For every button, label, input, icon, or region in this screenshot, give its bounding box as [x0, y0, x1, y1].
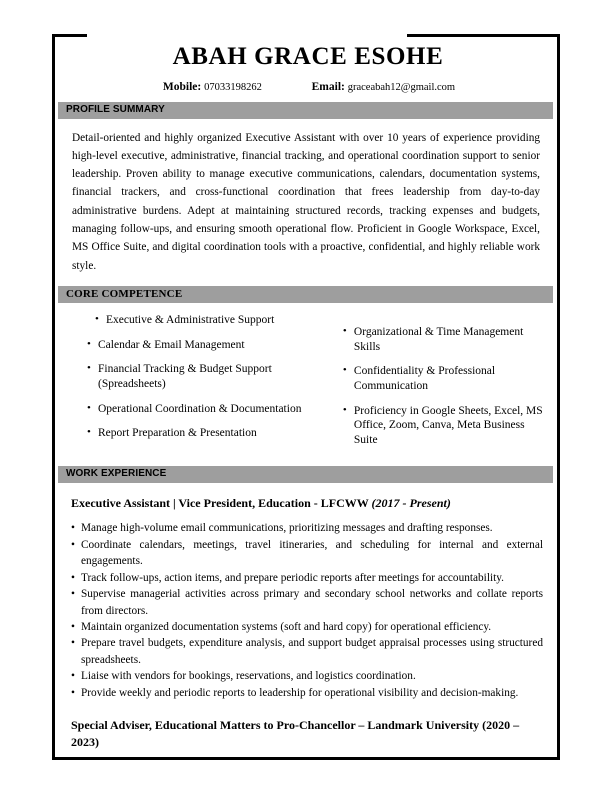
top-rule-left-segment [55, 34, 87, 37]
section-title-profile-summary: PROFILE SUMMARY [66, 104, 165, 115]
resume-page-frame [52, 34, 560, 760]
email-value: graceabah12@gmail.com [347, 81, 456, 93]
core-competence-body [55, 303, 557, 466]
mobile-value: 07033198262 [204, 81, 262, 93]
competence-item: • Confidentiality & Professional Communication [343, 364, 547, 393]
section-title-core-competence: CORE COMPETENCE [66, 287, 183, 300]
job-bullet: • Manage high-volume email communications, prioritizing messages and drafting responses. [71, 520, 543, 536]
email-label: Email: [311, 80, 345, 93]
competence-item: • Operational Coordination & Documentation [87, 402, 335, 417]
work-experience-body [55, 483, 557, 750]
job-bullet: • Supervise managerial activities across primary and secondary school networks and collate reports from directors. [71, 586, 543, 619]
job-title-primary [71, 495, 543, 511]
job-dates-primary: (2017 - Present) [371, 495, 451, 510]
competence-item: • Executive & Administrative Support [87, 313, 335, 328]
competence-item: • Organizational & Time Management Skills [343, 325, 547, 354]
job-bullet: • Prepare travel budgets, expenditure analysis, and support budget appraisal processes using structured spreadsheets. [71, 635, 543, 668]
competence-item: • Financial Tracking & Budget Support (Spreadsheets) [87, 362, 335, 391]
competence-column-left [65, 313, 335, 458]
competence-item: • Proficiency in Google Sheets, Excel, MS Office, Zoom, Canva, Meta Business Suite [343, 404, 547, 448]
job-bullet: • Coordinate calendars, meetings, travel itineraries, and scheduling for internal and external engagements. [71, 537, 543, 570]
job-bullets-primary [71, 520, 543, 701]
profile-summary-body [55, 119, 557, 275]
job-bullet: • Liaise with vendors for bookings, reservations, and logistics coordination. [71, 668, 543, 684]
job-bullet: • Provide weekly and periodic reports to leadership for operational visibility and decision-making. [71, 685, 543, 701]
competence-item: • Calendar & Email Management [87, 338, 335, 353]
competence-column-right [335, 313, 547, 458]
resume-header [55, 34, 557, 93]
section-header-profile-summary [58, 102, 553, 119]
profile-summary-text: Detail-oriented and highly organized Executive Assistant with over 10 years of experience providing high-level executive, administrative, financial tracking, and operational coordination support to senior leadership. Proven ability to manage executive communications, calendars, documentation systems, financial trackers, and cross-functional coordination that frees leadership from day-to-day administrative burdens. Adept at maintaining structured records, tracking expenses and budgets, managing follow-ups, and ensuring smooth operational flow. Proficient in Google Workspace, Excel, MS Office Suite, and digital coordination tools with a proactive, confidential, and highly reliable work style. [72, 131, 540, 272]
job-bullet: • Maintain organized documentation systems (soft and hard copy) for operational efficiency. [71, 619, 543, 635]
job-bullet: • Track follow-ups, action items, and prepare periodic reports after meetings for accountability. [71, 570, 543, 586]
contact-line [55, 81, 557, 93]
candidate-name: ABAH GRACE ESOHE [172, 43, 444, 70]
section-header-core-competence [58, 286, 553, 303]
section-header-work-experience [58, 466, 553, 483]
job-role-primary: Executive Assistant | Vice President, Education - LFCWW [71, 495, 369, 510]
section-title-work-experience: WORK EXPERIENCE [66, 468, 167, 480]
competence-item: • Report Preparation & Presentation [87, 426, 335, 441]
mobile-label: Mobile: [162, 80, 202, 93]
top-rule-right-segment [407, 34, 557, 37]
job-title-secondary: Special Adviser, Educational Matters to Pro-Chancellor – Landmark University (2020 – 2023) [71, 718, 520, 749]
